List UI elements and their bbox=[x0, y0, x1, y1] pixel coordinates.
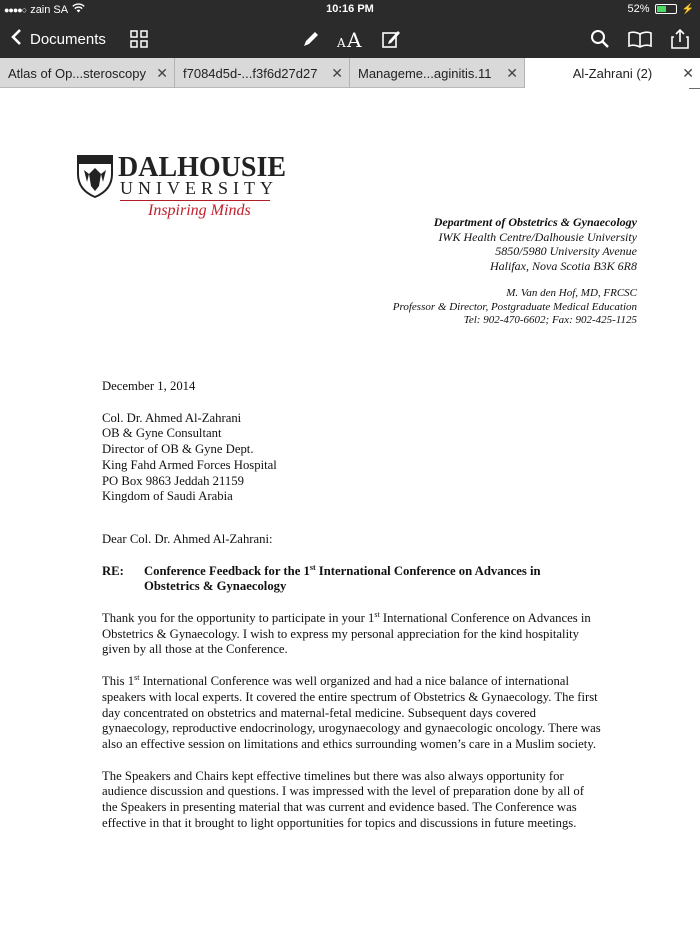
address-line: PO Box 9863 Jeddah 21159 bbox=[102, 473, 244, 488]
tab-f7084d5d[interactable] bbox=[175, 58, 350, 88]
back-chevron-icon bbox=[10, 28, 22, 51]
battery-fill bbox=[657, 6, 667, 12]
paragraph-2: This 1st International Conference was well organized and had a nice balance of international speakers with local experts. It covered the entire spectrum of Obstetrics & Gynaecology. The first day concentrated on obstetrics and maternal-fetal medicine. Subsequent days covered gynaecology, reproductive endocrinology, urogynaecology and gynaecologic oncology. There was also an effective session on limitations and ethics surrounding women’s care in a Muslim society. bbox=[102, 672, 601, 751]
address-line: Director of OB & Gyne Dept. bbox=[102, 442, 254, 457]
carrier-name: zain SA bbox=[30, 3, 69, 16]
paragraph-3: The Speakers and Chairs kept effective timelines but there was also always opportunity for audience discussion and questions. I was impressed with the level of preparation done by all of the Speakers in presenting material that was current and evidence based. The Conference was effective in that it brought to light opportunities for topics and discussions in future meetings. bbox=[102, 768, 585, 830]
professor-line: Tel: 902-470-6602; Fax: 902-425-1125 bbox=[463, 314, 637, 326]
document-page bbox=[0, 89, 700, 933]
tab-al-zahrani[interactable] bbox=[525, 58, 700, 88]
address-line: OB & Gyne Consultant bbox=[102, 426, 222, 441]
share-icon[interactable] bbox=[669, 28, 691, 50]
recipient-address bbox=[102, 411, 602, 505]
battery-percent: 52% bbox=[627, 3, 650, 15]
tab-label: Atlas of Op...steroscopy bbox=[8, 65, 147, 81]
department-line: 5850/5980 University Avenue bbox=[495, 244, 637, 258]
font-size-icon[interactable] bbox=[336, 28, 366, 50]
svg-text:A: A bbox=[347, 28, 362, 50]
tab-management[interactable] bbox=[350, 58, 525, 88]
address-line: King Fahd Armed Forces Hospital bbox=[102, 457, 277, 472]
close-icon[interactable]: ✕ bbox=[331, 65, 343, 81]
letter-body bbox=[102, 379, 602, 831]
toolbar bbox=[0, 20, 700, 58]
professor-line: Professor & Director, Postgraduate Medical Education bbox=[392, 300, 637, 313]
book-icon[interactable] bbox=[627, 28, 653, 50]
tab-label: Al-Zahrani (2) bbox=[572, 65, 653, 81]
dalhousie-logo bbox=[76, 152, 287, 222]
department-line: IWK Health Centre/Dalhousie University bbox=[438, 229, 637, 244]
re-label: RE: bbox=[102, 563, 124, 578]
department-line: Halifax, Nova Scotia B3K 6R8 bbox=[490, 258, 637, 273]
close-icon[interactable]: ✕ bbox=[506, 65, 518, 81]
grid-icon[interactable] bbox=[128, 28, 150, 50]
salutation: Dear Col. Dr. Ahmed Al-Zahrani: bbox=[102, 531, 273, 546]
pen-icon[interactable] bbox=[300, 28, 322, 50]
department-line: Department of Obstetrics & Gynaecology bbox=[433, 215, 637, 229]
logo-rule bbox=[120, 200, 270, 201]
paragraph-1: Thank you for the opportunity to participate in your 1st International Conference on Advances in Obstetrics & Gynaecology. I wish to express my personal appreciation for the kind hospitality given by all those at the Conference. bbox=[102, 609, 591, 657]
document-tabs bbox=[0, 58, 700, 88]
close-icon[interactable]: ✕ bbox=[156, 65, 168, 81]
edit-icon[interactable] bbox=[380, 28, 402, 50]
documents-back-button[interactable] bbox=[10, 26, 106, 52]
re-text: Conference Feedback for the 1st International Conference on Advances in Obstetrics & Gynaecology bbox=[144, 562, 541, 594]
department-block bbox=[434, 215, 637, 273]
professor-block bbox=[393, 287, 637, 328]
subject-line bbox=[102, 564, 602, 595]
crest-icon bbox=[76, 154, 114, 198]
logo-line-2: UNIVERSITY bbox=[120, 178, 278, 198]
signal-icon: ●●●●○ bbox=[4, 4, 27, 15]
address-line: Kingdom of Saudi Arabia bbox=[102, 489, 233, 504]
professor-line: M. Van den Hof, MD, FRCSC bbox=[506, 287, 637, 299]
close-icon[interactable]: ✕ bbox=[682, 65, 694, 81]
tab-label: Manageme...aginitis.11 bbox=[358, 65, 492, 81]
svg-text:A: A bbox=[337, 36, 346, 50]
tab-label: f7084d5d-...f3f6d27d27 bbox=[183, 65, 318, 81]
status-bar bbox=[0, 0, 700, 20]
tab-atlas[interactable] bbox=[0, 58, 175, 88]
letter-date: December 1, 2014 bbox=[102, 379, 196, 393]
documents-label: Documents bbox=[30, 30, 106, 48]
status-right bbox=[628, 3, 694, 15]
logo-line-1: DALHOUSIE bbox=[118, 152, 287, 183]
search-icon[interactable] bbox=[589, 28, 611, 50]
charging-icon: ⚡ bbox=[681, 3, 694, 15]
battery-icon bbox=[655, 4, 677, 14]
address-line: Col. Dr. Ahmed Al-Zahrani bbox=[102, 410, 242, 425]
clock: 10:16 PM bbox=[326, 3, 374, 15]
logo-tagline: Inspiring Minds bbox=[148, 202, 251, 219]
